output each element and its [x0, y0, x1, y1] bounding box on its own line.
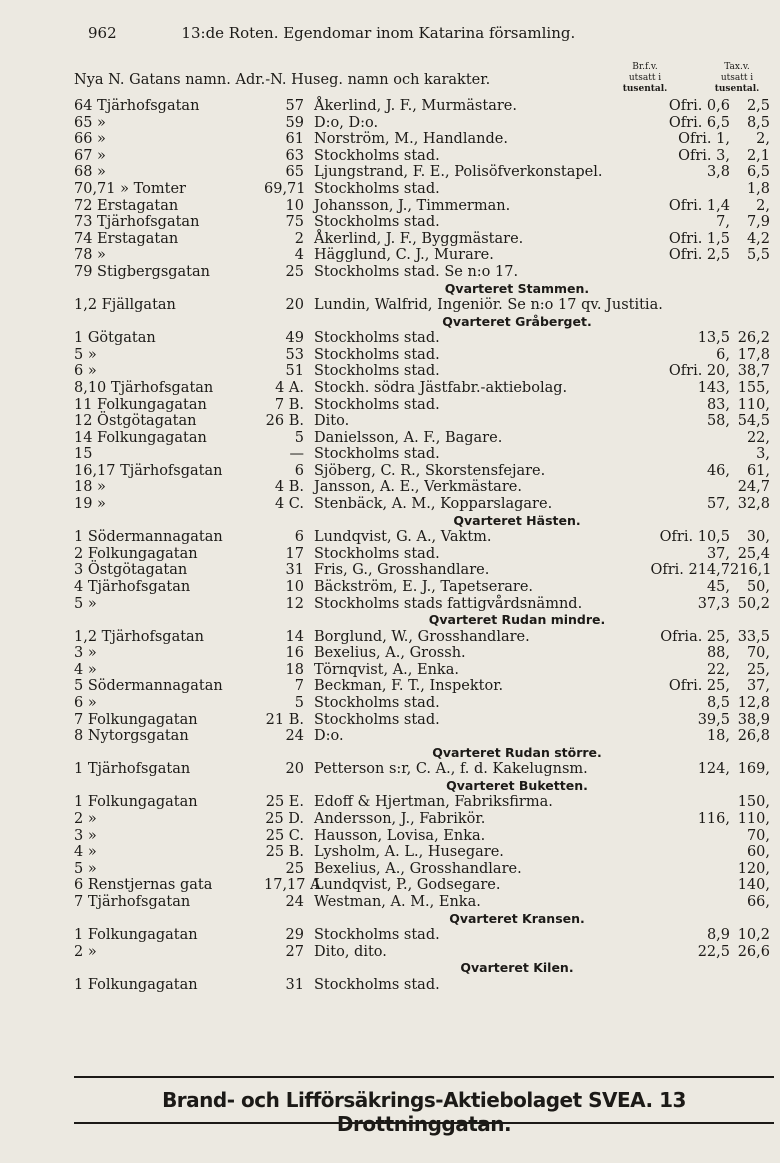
brandvalue-cell: 22, [706, 661, 730, 678]
brandvalue-cell: Ofri. 1,5 [668, 230, 730, 247]
taxvalue-cell: 66, [746, 893, 770, 910]
address-cell: 25 D. [265, 810, 304, 827]
brandvalue-cell: Ofria. 25, [660, 628, 730, 645]
table-row [74, 629, 770, 646]
owner-cell: Dito, dito. [314, 943, 387, 960]
street-cell: 1 Folkungagatan [74, 976, 198, 993]
brandvalue-cell: 6, [716, 346, 730, 363]
street-cell: 5 » [74, 346, 97, 363]
address-cell: 25 [285, 263, 304, 280]
address-cell: 51 [285, 363, 304, 380]
street-cell: 1 Södermannagatan [74, 529, 223, 546]
table-row [74, 330, 770, 347]
street-cell: 1,2 Tjärhofsgatan [74, 628, 205, 645]
brandvalue-cell: 18, [706, 728, 730, 745]
table-row [74, 828, 770, 845]
brandvalue-cell: Ofri. 6,5 [668, 114, 730, 131]
street-cell: 1 Folkungagatan [74, 927, 198, 944]
street-cell: 4 » [74, 844, 97, 861]
street-cell: 6 » [74, 363, 97, 380]
street-cell: 64 Tjärhofsgatan [74, 98, 200, 114]
address-cell: 31 [285, 562, 304, 579]
block-heading: Qvarteret Stammen. [444, 280, 590, 296]
brandvalue-cell: Ofri. 25, [668, 678, 730, 695]
block-heading: Qvarteret Kilen. [460, 960, 574, 976]
owner-cell: Fris, G., Grosshandlare. [314, 562, 490, 579]
owner-cell: D:o, D:o. [314, 114, 379, 131]
street-cell: 4 Tjärhofsgatan [74, 578, 191, 595]
brandvalue-cell: 58, [706, 413, 730, 430]
address-cell: 29 [285, 927, 304, 944]
owner-cell: Stockholms stad. [314, 711, 440, 728]
street-cell: 73 Tjärhofsgatan [74, 214, 200, 231]
table-row [74, 529, 770, 546]
owner-cell: Petterson s:r, C. A., f. d. Kakelugnsm. [314, 761, 588, 778]
table-row [74, 579, 770, 596]
taxvalue-cell: 2,5 [746, 98, 770, 114]
footer-rule-top [74, 1076, 774, 1078]
table-row [74, 347, 770, 364]
taxvalue-cell: 37, [746, 678, 770, 695]
owner-cell: Johansson, J., Timmerman. [314, 197, 511, 214]
street-cell: 72 Erstagatan [74, 197, 179, 214]
table-row [74, 728, 770, 745]
address-cell: 20 [285, 297, 304, 314]
owner-cell: D:o. [314, 728, 344, 745]
street-cell: 12 Östgötagatan [74, 413, 197, 430]
table-row [74, 844, 770, 861]
table-row [74, 264, 770, 281]
address-cell: 17,17 A [264, 877, 321, 894]
owner-cell: Norström, M., Handlande. [314, 131, 508, 148]
owner-cell: Stockh. södra Jästfabr.-aktiebolag. [314, 379, 568, 396]
table-row [74, 562, 770, 579]
street-cell: 5 » [74, 860, 97, 877]
taxvalue-cell: 150, [737, 794, 770, 811]
table-row [74, 430, 770, 447]
table-row [74, 297, 770, 314]
brandvalue-cell: Ofri. 10,5 [659, 529, 730, 546]
address-cell: 7 [294, 678, 304, 695]
footer-advert: Brand- och Lifförsäkrings-Aktiebolaget SVEA. 13 Drottninggatan. [162, 1088, 686, 1136]
address-cell: 27 [285, 943, 304, 960]
table-row [74, 413, 770, 430]
taxvalue-cell: 155, [737, 379, 770, 396]
owner-cell: Törnqvist, A., Enka. [314, 661, 459, 678]
owner-cell: Åkerlind, J. F., Murmästare. [314, 98, 517, 114]
table-row [74, 861, 770, 878]
address-cell: 16 [285, 645, 304, 662]
taxvalue-cell: 26,8 [737, 728, 770, 745]
owner-cell: Stockholms stad. [314, 396, 440, 413]
taxvalue-cell: 2, [756, 197, 770, 214]
street-cell: 19 » [74, 496, 106, 513]
address-cell: 10 [285, 578, 304, 595]
table-row [74, 645, 770, 662]
table-row [74, 794, 770, 811]
owner-cell: Ljungstrand, F. E., Polisöfverkonstapel. [314, 164, 603, 181]
taxvalue-cell: 110, [737, 396, 770, 413]
taxvalue-cell: 140, [737, 877, 770, 894]
table-row [74, 695, 770, 712]
property-listing [74, 98, 770, 993]
taxvalue-cell: 10,2 [737, 927, 770, 944]
street-cell: 4 » [74, 661, 97, 678]
street-cell: 6 Renstjernas gata [74, 877, 213, 894]
owner-cell: Bäckström, E. J., Tapetserare. [314, 578, 534, 595]
block-heading: Qvarteret Rudan mindre. [428, 612, 606, 628]
taxvalue-cell: 3, [756, 446, 770, 463]
brandvalue-cell: 57, [706, 496, 730, 513]
owner-cell: Lundqvist, P., Godsegare. [314, 877, 501, 894]
taxvalue-cell: 30, [746, 529, 770, 546]
column-header-brandvalue: Br.f.v. utsatt i tusental. [622, 62, 668, 94]
street-cell: 74 Erstagatan [74, 230, 179, 247]
address-cell: 25 C. [265, 827, 304, 844]
table-row [74, 496, 770, 513]
taxvalue-cell: 2,1 [746, 147, 770, 164]
block-heading: Qvarteret Buketten. [446, 777, 588, 793]
address-cell: 53 [285, 346, 304, 363]
owner-cell: Åkerlind, J. F., Byggmästare. [314, 230, 524, 247]
table-row [74, 894, 770, 911]
address-cell: 59 [285, 114, 304, 131]
owner-cell: Andersson, J., Fabrikör. [314, 810, 486, 827]
taxvalue-cell: 110, [737, 810, 770, 827]
owner-cell: Borglund, W., Grosshandlare. [314, 628, 530, 645]
address-cell: — [289, 446, 304, 463]
block-heading: Qvarteret Gråberget. [442, 313, 592, 329]
table-row [74, 98, 770, 115]
brandvalue-cell: Ofri. 214,7 [650, 562, 730, 579]
brandvalue-cell: Ofri. 20, [668, 363, 730, 380]
table-row [74, 463, 770, 480]
table-row [74, 877, 770, 894]
owner-cell: Stockholms stad. [314, 180, 440, 197]
address-cell: 4 B. [274, 479, 304, 496]
street-cell: 2 » [74, 943, 97, 960]
taxvalue-cell: 4,2 [746, 230, 770, 247]
address-cell: 7 B. [274, 396, 304, 413]
brandvalue-cell: Ofri. 3, [678, 147, 730, 164]
address-cell: 25 B. [265, 844, 304, 861]
address-cell: 10 [285, 197, 304, 214]
street-cell: 8 Nytorgsgatan [74, 728, 189, 745]
street-cell: 78 » [74, 247, 106, 264]
taxvalue-cell: 25,4 [737, 545, 770, 562]
brandvalue-cell: 13,5 [697, 330, 730, 347]
address-cell: 12 [285, 595, 304, 612]
address-cell: 25 E. [265, 794, 304, 811]
address-cell: 5 [294, 695, 304, 711]
taxvalue-cell: 32,8 [737, 496, 770, 513]
taxvalue-cell: 38,7 [737, 363, 770, 380]
taxvalue-cell: 169, [737, 761, 770, 778]
address-cell: 31 [285, 976, 304, 993]
owner-cell: Jansson, A. E., Verkmästare. [314, 479, 522, 496]
address-cell: 21 B. [265, 711, 304, 728]
owner-cell: Stenbäck, A. M., Kopparslagare. [314, 496, 553, 513]
owner-cell: Bexelius, A., Grosshandlare. [314, 860, 522, 877]
owner-cell: Stockholms stad. [314, 214, 440, 231]
owner-cell: Sjöberg, C. R., Skorstensfejare. [314, 462, 546, 479]
address-cell: 14 [285, 628, 304, 645]
table-row [74, 115, 770, 132]
owner-cell: Stockholms stad. [314, 363, 440, 380]
address-cell: 63 [285, 147, 304, 164]
brandvalue-cell: Ofri. 2,5 [668, 247, 730, 264]
street-cell: 8,10 Tjärhofsgatan [74, 379, 214, 396]
taxvalue-cell: 17,8 [737, 346, 770, 363]
taxvalue-cell: 216,1 [730, 562, 772, 579]
taxvalue-cell: 24,7 [737, 479, 770, 496]
address-cell: 18 [285, 661, 304, 678]
brandvalue-cell: 39,5 [697, 711, 730, 728]
taxvalue-cell: 2, [756, 131, 770, 148]
address-cell: 2 [294, 230, 304, 247]
street-cell: 70,71 » Tomter [74, 180, 186, 197]
owner-cell: Stockholms stad. [314, 147, 440, 164]
owner-cell: Beckman, F. T., Inspektor. [314, 678, 504, 695]
brandvalue-cell: 8,5 [706, 695, 730, 711]
block-heading: Qvarteret Hästen. [453, 512, 581, 528]
taxvalue-cell: 5,5 [746, 247, 770, 264]
address-cell: 49 [285, 330, 304, 347]
owner-cell: Danielsson, A. F., Bagare. [314, 429, 503, 446]
table-row [74, 397, 770, 414]
taxvalue-cell: 26,6 [737, 943, 770, 960]
table-row [74, 181, 770, 198]
owner-cell: Stockholms stads fattigvårdsnämnd. [314, 595, 583, 612]
table-row [74, 363, 770, 380]
street-cell: 6 » [74, 695, 97, 711]
street-cell: 7 Folkungagatan [74, 711, 198, 728]
page-number: 962 [88, 24, 117, 42]
brandvalue-cell: Ofri. 1,4 [668, 197, 730, 214]
taxvalue-cell: 70, [746, 645, 770, 662]
address-cell: 61 [285, 131, 304, 148]
column-headers [74, 62, 770, 102]
taxvalue-cell: 70, [746, 827, 770, 844]
taxvalue-cell: 22, [746, 429, 770, 446]
column-header-taxvalue: Tax.v. utsatt i tusental. [714, 62, 760, 94]
street-cell: 1 Götgatan [74, 330, 156, 347]
table-row [74, 944, 770, 961]
address-cell: 75 [285, 214, 304, 231]
taxvalue-cell: 8,5 [746, 114, 770, 131]
table-row [74, 479, 770, 496]
table-row [74, 198, 770, 215]
table-row [74, 380, 770, 397]
street-cell: 79 Stigbergsgatan [74, 263, 210, 280]
owner-cell: Stockholms stad. Se n:o 17. [314, 263, 519, 280]
table-row [74, 596, 770, 613]
address-cell: 24 [285, 893, 304, 910]
address-cell: 20 [285, 761, 304, 778]
street-cell: 5 » [74, 595, 97, 612]
street-cell: 3 Östgötagatan [74, 562, 188, 579]
page-title: 13:de Roten. Egendomar inom Katarina församling. [181, 24, 576, 42]
address-cell: 6 [294, 462, 304, 479]
taxvalue-cell: 60, [746, 844, 770, 861]
taxvalue-cell: 6,5 [746, 164, 770, 181]
taxvalue-cell: 26,2 [737, 330, 770, 347]
street-cell: 2 » [74, 810, 97, 827]
street-cell: 66 » [74, 131, 106, 148]
taxvalue-cell: 50,2 [737, 595, 770, 612]
owner-cell: Stockholms stad. [314, 545, 440, 562]
street-cell: 2 Folkungagatan [74, 545, 198, 562]
street-cell: 7 Tjärhofsgatan [74, 893, 191, 910]
owner-cell: Stockholms stad. [314, 927, 440, 944]
taxvalue-cell: 50, [746, 578, 770, 595]
owner-cell: Lysholm, A. L., Husegare. [314, 844, 504, 861]
street-cell: 1 Tjärhofsgatan [74, 761, 191, 778]
table-row [74, 678, 770, 695]
owner-cell: Hausson, Lovisa, Enka. [314, 827, 486, 844]
street-cell: 3 » [74, 827, 97, 844]
table-row [74, 546, 770, 563]
brandvalue-cell: 22,5 [697, 943, 730, 960]
taxvalue-cell: 1,8 [746, 180, 770, 197]
taxvalue-cell: 7,9 [746, 214, 770, 231]
address-cell: 69,71 [264, 180, 306, 197]
page-header [88, 24, 575, 42]
address-cell: 4 A. [275, 379, 304, 396]
block-heading: Qvarteret Kransen. [449, 910, 585, 926]
table-row [74, 164, 770, 181]
table-row [74, 446, 770, 463]
owner-cell: Lundin, Walfrid, Ingeniör. Se n:o 17 qv. Justitia. [314, 297, 663, 314]
table-row [74, 761, 770, 778]
street-cell: 3 » [74, 645, 97, 662]
taxvalue-cell: 12,8 [737, 695, 770, 711]
owner-cell: Bexelius, A., Grossh. [314, 645, 466, 662]
table-row [74, 214, 770, 231]
street-cell: 5 Södermannagatan [74, 678, 223, 695]
brandvalue-cell: 7, [716, 214, 730, 231]
street-cell: 15 [74, 446, 93, 463]
address-cell: 4 [294, 247, 304, 264]
address-cell: 6 [294, 529, 304, 546]
street-cell: 65 » [74, 114, 106, 131]
taxvalue-cell: 61, [746, 462, 770, 479]
taxvalue-cell: 38,9 [737, 711, 770, 728]
address-cell: 24 [285, 728, 304, 745]
taxvalue-cell: 120, [737, 860, 770, 877]
table-row [74, 811, 770, 828]
street-cell: 67 » [74, 147, 106, 164]
owner-cell: Stockholms stad. [314, 330, 440, 347]
taxvalue-cell: 54,5 [737, 413, 770, 430]
owner-cell: Westman, A. M., Enka. [314, 893, 481, 910]
street-cell: 14 Folkungagatan [74, 429, 207, 446]
owner-cell: Edoff & Hjertman, Fabriksfirma. [314, 794, 553, 811]
table-row [74, 247, 770, 264]
table-row [74, 148, 770, 165]
brandvalue-cell: 46, [706, 462, 730, 479]
street-cell: 1,2 Fjällgatan [74, 297, 176, 314]
table-row [74, 977, 770, 994]
address-cell: 17 [285, 545, 304, 562]
brandvalue-cell: 124, [697, 761, 730, 778]
owner-cell: Stockholms stad. [314, 346, 440, 363]
brandvalue-cell: Ofri. 0,6 [668, 98, 730, 114]
owner-cell: Lundqvist, G. A., Vaktm. [314, 529, 492, 546]
block-heading: Qvarteret Rudan större. [432, 744, 602, 760]
table-row [74, 231, 770, 248]
address-cell: 65 [285, 164, 304, 181]
street-cell: 11 Folkungagatan [74, 396, 207, 413]
owner-cell: Dito. [314, 413, 350, 430]
brandvalue-cell: 143, [697, 379, 730, 396]
taxvalue-cell: 33,5 [737, 628, 770, 645]
street-cell: 16,17 Tjärhofsgatan [74, 462, 223, 479]
address-cell: 57 [285, 98, 304, 114]
owner-cell: Stockholms stad. [314, 695, 440, 711]
brandvalue-cell: 83, [706, 396, 730, 413]
brandvalue-cell: 37,3 [697, 595, 730, 612]
column-header-left: Nya N. Gatans namn. Adr.-N. Huseg. namn och karakter. [74, 72, 491, 88]
street-cell: 68 » [74, 164, 106, 181]
owner-cell: Stockholms stad. [314, 976, 440, 993]
brandvalue-cell: Ofri. 1, [678, 131, 730, 148]
brandvalue-cell: 8,9 [706, 927, 730, 944]
owner-cell: Hägglund, C. J., Murare. [314, 247, 494, 264]
taxvalue-cell: 25, [746, 661, 770, 678]
address-cell: 26 B. [265, 413, 304, 430]
brandvalue-cell: 88, [706, 645, 730, 662]
address-cell: 4 C. [274, 496, 304, 513]
street-cell: 1 Folkungagatan [74, 794, 198, 811]
owner-cell: Stockholms stad. [314, 446, 440, 463]
brandvalue-cell: 45, [706, 578, 730, 595]
address-cell: 25 [285, 860, 304, 877]
footer-rule-bottom [74, 1122, 774, 1124]
table-row [74, 712, 770, 729]
table-row [74, 131, 770, 148]
brandvalue-cell: 116, [697, 810, 730, 827]
table-row [74, 927, 770, 944]
street-cell: 18 » [74, 479, 106, 496]
brandvalue-cell: 37, [706, 545, 730, 562]
brandvalue-cell: 3,8 [706, 164, 730, 181]
address-cell: 5 [294, 429, 304, 446]
table-row [74, 662, 770, 679]
